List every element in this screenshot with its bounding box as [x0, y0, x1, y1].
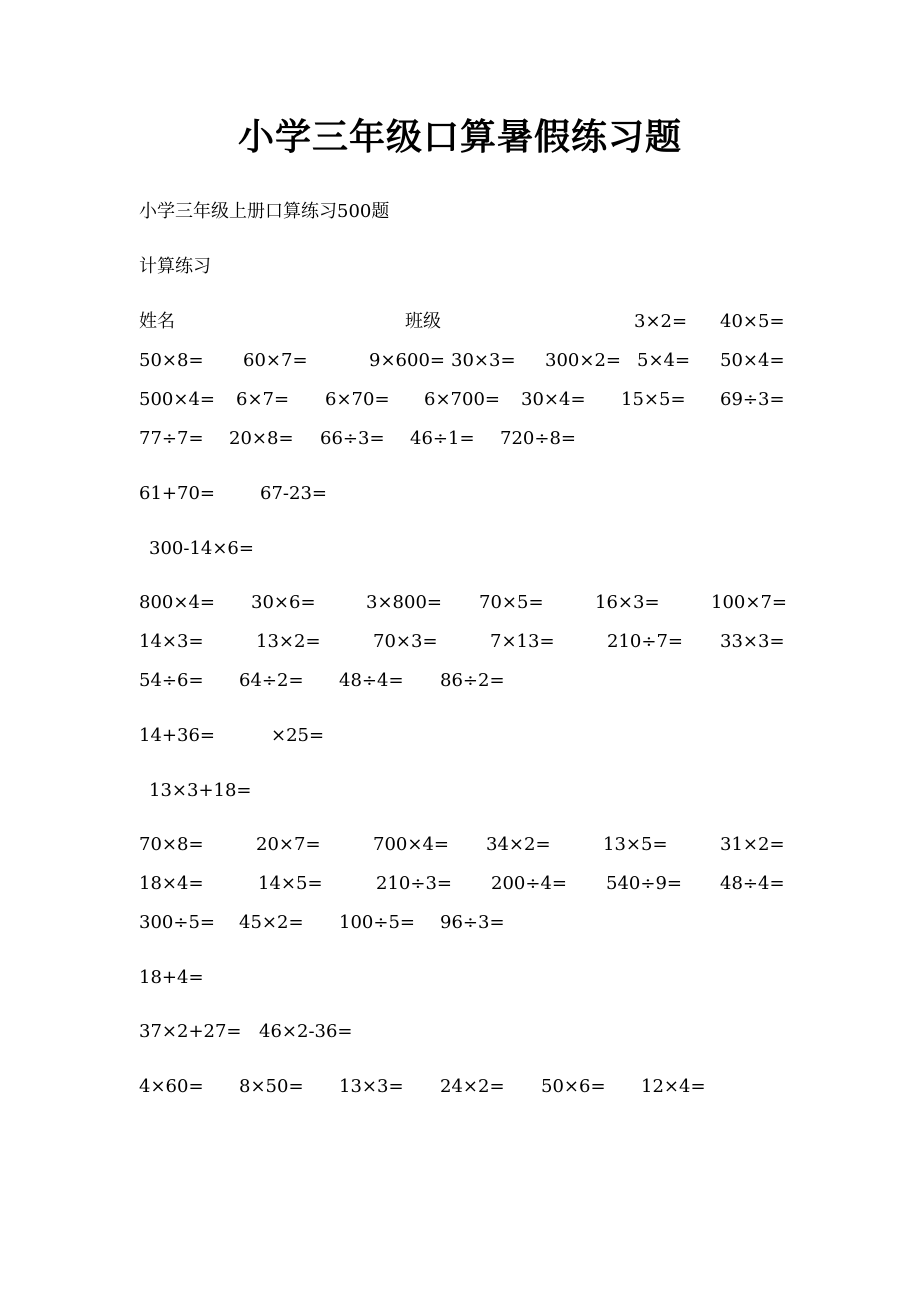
problem: 13×2=: [256, 631, 321, 652]
problem: 48÷4=: [339, 670, 404, 691]
problem: 20×8=: [229, 428, 294, 449]
problem: 66÷3=: [320, 428, 385, 449]
section-heading: 计算练习: [139, 256, 211, 277]
problem: 13×3=: [339, 1076, 404, 1097]
problem: 3×800=: [366, 592, 442, 613]
problem: 31×2=: [720, 834, 785, 855]
problem: 96÷3=: [440, 912, 505, 933]
problem: 6×70=: [325, 389, 390, 410]
problem: 69÷3=: [720, 389, 785, 410]
problem: 210÷7=: [607, 631, 683, 652]
problem: 14×5=: [258, 873, 323, 894]
problem: 7×13=: [490, 631, 555, 652]
problem: 48÷4=: [720, 873, 785, 894]
problem: 540÷9=: [606, 873, 682, 894]
name-label: 姓名: [139, 311, 175, 332]
problem: 67-23=: [260, 483, 327, 504]
problem: 50×6=: [541, 1076, 606, 1097]
problem: 200÷4=: [491, 873, 567, 894]
problem: 15×5=: [621, 389, 686, 410]
problem: 100×7=: [711, 592, 787, 613]
problem: 700×4=: [373, 834, 449, 855]
problem: 4×60=: [139, 1076, 204, 1097]
problem: ×25=: [271, 725, 325, 746]
problem: 13×3+18=: [149, 780, 252, 801]
problem: 70×3=: [373, 631, 438, 652]
problem: 8×50=: [239, 1076, 304, 1097]
problem: 800×4=: [139, 592, 215, 613]
problem: 720÷8=: [500, 428, 576, 449]
class-label: 班级: [405, 311, 441, 332]
problem: 14+36=: [139, 725, 215, 746]
problem: 61+70=: [139, 483, 215, 504]
problem: 50×4=: [720, 350, 785, 371]
problem: 46×2-36=: [259, 1021, 353, 1042]
subtitle: 小学三年级上册口算练习500题: [139, 201, 390, 222]
problem: 45×2=: [239, 912, 304, 933]
problem: 24×2=: [440, 1076, 505, 1097]
problem: 210÷3=: [376, 873, 452, 894]
problem: 18×4=: [139, 873, 204, 894]
problem: 300×2=: [545, 350, 621, 371]
problem: 5×4=: [637, 350, 691, 371]
problem: 40×5=: [720, 311, 785, 332]
problem: 60×7=: [243, 350, 308, 371]
problem: 6×7=: [236, 389, 290, 410]
problem: 16×3=: [595, 592, 660, 613]
problem: 34×2=: [486, 834, 551, 855]
problem: 6×700=: [424, 389, 500, 410]
problem: 13×5=: [603, 834, 668, 855]
problem: 20×7=: [256, 834, 321, 855]
problem: 30×3=: [451, 350, 516, 371]
problem: 300÷5=: [139, 912, 215, 933]
problem: 50×8=: [139, 350, 204, 371]
problem: 33×3=: [720, 631, 785, 652]
problem: 86÷2=: [440, 670, 505, 691]
problem: 18+4=: [139, 967, 204, 988]
problem: 500×4=: [139, 389, 215, 410]
problem: 37×2+27=: [139, 1021, 242, 1042]
problem: 3×2=: [634, 311, 688, 332]
problem: 9×600=: [369, 350, 445, 371]
problem: 70×5=: [479, 592, 544, 613]
page-title: 小学三年级口算暑假练习题: [237, 116, 682, 158]
problem: 14×3=: [139, 631, 204, 652]
problem: 70×8=: [139, 834, 204, 855]
problem: 12×4=: [641, 1076, 706, 1097]
problem: 54÷6=: [139, 670, 204, 691]
problem: 46÷1=: [410, 428, 475, 449]
problem: 77÷7=: [139, 428, 204, 449]
problem: 100÷5=: [339, 912, 415, 933]
problem: 30×6=: [251, 592, 316, 613]
problem: 300-14×6=: [149, 538, 254, 559]
problem: 30×4=: [521, 389, 586, 410]
problem: 64÷2=: [239, 670, 304, 691]
